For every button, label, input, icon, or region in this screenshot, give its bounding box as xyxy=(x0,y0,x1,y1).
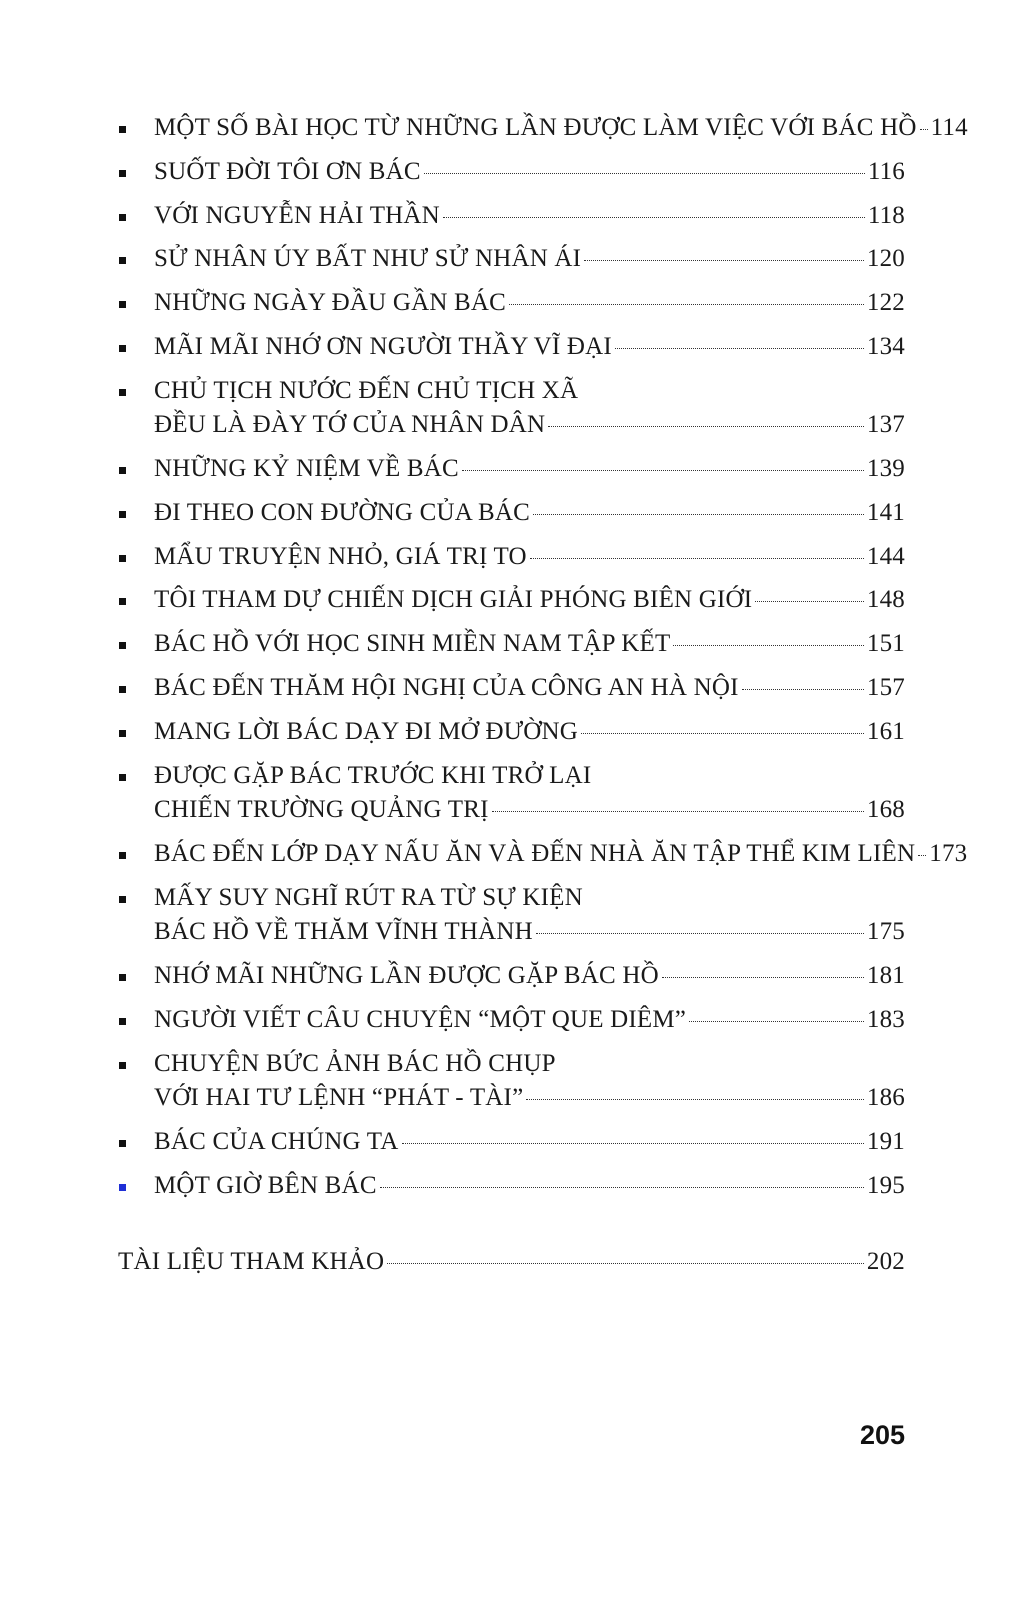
square-bullet-icon xyxy=(119,170,126,177)
toc-entry xyxy=(118,1003,905,1038)
dot-leader xyxy=(673,645,863,646)
dot-leader xyxy=(526,1099,864,1100)
toc-entry-page: 157 xyxy=(866,674,905,702)
square-bullet-icon xyxy=(119,686,126,693)
toc-entry-title: SỬ NHÂN ÚY BẤT NHƯ SỬ NHÂN ÁI xyxy=(154,245,582,273)
toc-entry-title: TÔI THAM DỰ CHIẾN DỊCH GIẢI PHÓNG BIÊN GIỚI xyxy=(154,586,753,614)
toc-entry-title-line: MẤY SUY NGHĨ RÚT RA TỪ SỰ KIỆN xyxy=(154,883,583,911)
page-number: 205 xyxy=(859,1420,905,1450)
dot-leader xyxy=(581,733,864,734)
dot-leader xyxy=(615,348,864,349)
dot-leader xyxy=(380,1187,864,1188)
toc-entry-page: 114 xyxy=(930,114,968,141)
toc-entry-title: MANG LỜI BÁC DẠY ĐI MỞ ĐƯỜNG xyxy=(154,717,579,745)
toc-entry-page: 195 xyxy=(866,1171,905,1199)
toc-entry-title: SUỐT ĐỜI TÔI ƠN BÁC xyxy=(154,157,421,185)
toc-entry-title: NHỮNG KỶ NIỆM VỀ BÁC xyxy=(154,455,459,483)
toc-entry xyxy=(118,627,905,662)
dot-leader xyxy=(584,260,864,261)
toc-entry xyxy=(118,715,905,750)
dot-leader xyxy=(492,811,864,812)
toc-entry-page: 151 xyxy=(866,630,905,658)
toc-entry-page: 148 xyxy=(866,586,905,614)
references-title: TÀI LIỆU THAM KHẢO xyxy=(118,1248,385,1275)
toc-entry-page: 183 xyxy=(866,1005,905,1033)
toc-entry-page: 168 xyxy=(866,796,905,824)
toc-entry-title: MÃI MÃI NHỚ ƠN NGƯỜI THẦY VĨ ĐẠI xyxy=(154,332,612,360)
square-bullet-icon xyxy=(119,511,126,518)
toc-entry xyxy=(118,155,905,190)
toc-entry xyxy=(118,374,905,443)
toc-entry-title: CHIẾN TRƯỜNG QUẢNG TRỊ xyxy=(154,796,489,824)
dot-leader xyxy=(424,173,865,174)
toc-entry-page: 141 xyxy=(866,498,905,526)
toc-entry-title: NGƯỜI VIẾT CÂU CHUYỆN “MỘT QUE DIÊM” xyxy=(154,1005,687,1033)
square-bullet-icon xyxy=(119,896,126,903)
dot-leader xyxy=(755,601,864,602)
toc-entry-page: 161 xyxy=(866,717,905,745)
dot-leader xyxy=(462,470,864,471)
toc-entry-page: 139 xyxy=(866,455,905,483)
square-bullet-icon xyxy=(119,1140,126,1147)
toc-entry-title: VỚI NGUYỄN HẢI THẦN xyxy=(154,201,440,229)
square-bullet-icon xyxy=(119,642,126,649)
toc-entry-title: VỚI HAI TƯ LỆNH “PHÁT - TÀI” xyxy=(154,1084,524,1112)
toc-entry xyxy=(118,1169,905,1204)
square-bullet-icon xyxy=(119,1184,126,1191)
dot-leader xyxy=(402,1143,864,1144)
toc-entry-page: 122 xyxy=(866,289,905,317)
toc-entry-title: BÁC ĐẾN THĂM HỘI NGHỊ CỦA CÔNG AN HÀ NỘI xyxy=(154,674,739,702)
square-bullet-icon xyxy=(119,1062,126,1069)
square-bullet-icon xyxy=(119,389,126,396)
toc-entry-title: BÁC HỒ VỚI HỌC SINH MIỀN NAM TẬP KẾT xyxy=(154,630,671,658)
toc-entry xyxy=(118,540,905,575)
dot-leader xyxy=(387,1263,864,1264)
toc-entry xyxy=(118,286,905,321)
toc-entry-page: 116 xyxy=(867,157,905,185)
square-bullet-icon xyxy=(119,214,126,221)
toc-entry xyxy=(118,959,905,994)
square-bullet-icon xyxy=(119,774,126,781)
toc-entry-page: 120 xyxy=(866,245,905,273)
square-bullet-icon xyxy=(119,555,126,562)
square-bullet-icon xyxy=(119,730,126,737)
square-bullet-icon xyxy=(119,301,126,308)
square-bullet-icon xyxy=(119,126,126,133)
dot-leader xyxy=(742,689,864,690)
toc-entry xyxy=(118,242,905,277)
toc-entry xyxy=(118,881,905,950)
square-bullet-icon xyxy=(119,852,126,859)
toc-entry xyxy=(118,759,905,828)
toc-entry-title: MẨU TRUYỆN NHỎ, GIÁ TRỊ TO xyxy=(154,542,527,570)
square-bullet-icon xyxy=(119,467,126,474)
toc-entry-page: 118 xyxy=(867,201,905,229)
dot-leader xyxy=(530,558,864,559)
dot-leader xyxy=(548,426,864,427)
square-bullet-icon xyxy=(119,974,126,981)
dot-leader xyxy=(689,1021,864,1022)
square-bullet-icon xyxy=(119,598,126,605)
toc-entry xyxy=(118,1047,905,1116)
toc-entry-title: ĐI THEO CON ĐƯỜNG CỦA BÁC xyxy=(154,498,531,526)
toc-entry-title: BÁC CỦA CHÚNG TA xyxy=(154,1127,399,1155)
toc-entry xyxy=(118,496,905,531)
toc-entry-title: BÁC HỒ VỀ THĂM VĨNH THÀNH xyxy=(154,918,533,946)
toc-entry xyxy=(118,199,905,234)
references-page: 202 xyxy=(866,1248,905,1275)
dot-leader xyxy=(918,855,926,856)
toc-entry-title-line: CHUYỆN BỨC ẢNH BÁC HỒ CHỤP xyxy=(154,1049,556,1077)
dot-leader xyxy=(662,977,864,978)
toc-entry-page: 191 xyxy=(866,1127,905,1155)
toc-entry-page: 175 xyxy=(866,918,905,946)
square-bullet-icon xyxy=(119,1018,126,1025)
toc-entry-page: 144 xyxy=(866,542,905,570)
dot-leader xyxy=(443,217,865,218)
toc-entry-page: 173 xyxy=(929,839,968,867)
dot-leader xyxy=(509,304,864,305)
square-bullet-icon xyxy=(119,257,126,264)
toc-entry-title: NHỚ MÃI NHỮNG LẦN ĐƯỢC GẶP BÁC HỒ xyxy=(154,962,659,990)
references-entry xyxy=(118,1245,905,1280)
table-of-contents xyxy=(118,111,968,1213)
toc-entry xyxy=(118,583,905,618)
toc-entry-title-line: CHỦ TỊCH NƯỚC ĐẾN CHỦ TỊCH XÃ xyxy=(154,376,579,404)
toc-entry-title: ĐỀU LÀ ĐÀY TỚ CỦA NHÂN DÂN xyxy=(154,411,546,439)
toc-entry-title: MỘT SỐ BÀI HỌC TỪ NHỮNG LẦN ĐƯỢC LÀM VIỆC VỚI BÁC HỒ xyxy=(154,114,917,141)
toc-entry xyxy=(118,452,905,487)
square-bullet-icon xyxy=(119,345,126,352)
toc-entry xyxy=(118,330,905,365)
toc-entry-title: MỘT GIỜ BÊN BÁC xyxy=(154,1171,377,1199)
toc-entry xyxy=(118,111,968,146)
toc-entry xyxy=(118,837,968,872)
dot-leader xyxy=(920,129,928,130)
dot-leader xyxy=(536,933,864,934)
toc-entry-title-line: ĐƯỢC GẶP BÁC TRƯỚC KHI TRỞ LẠI xyxy=(154,761,592,789)
toc-entry-title: NHỮNG NGÀY ĐẦU GẦN BÁC xyxy=(154,289,507,317)
toc-entry xyxy=(118,671,905,706)
toc-entry-page: 181 xyxy=(866,962,905,990)
toc-entry-title: BÁC ĐẾN LỚP DẠY NẤU ĂN VÀ ĐẾN NHÀ ĂN TẬP THỂ KIM LIÊN xyxy=(154,839,916,867)
toc-entry-page: 137 xyxy=(866,411,905,439)
toc-entry-page: 186 xyxy=(866,1084,905,1112)
toc-entry-page: 134 xyxy=(866,332,905,360)
dot-leader xyxy=(533,514,864,515)
toc-entry xyxy=(118,1125,905,1160)
